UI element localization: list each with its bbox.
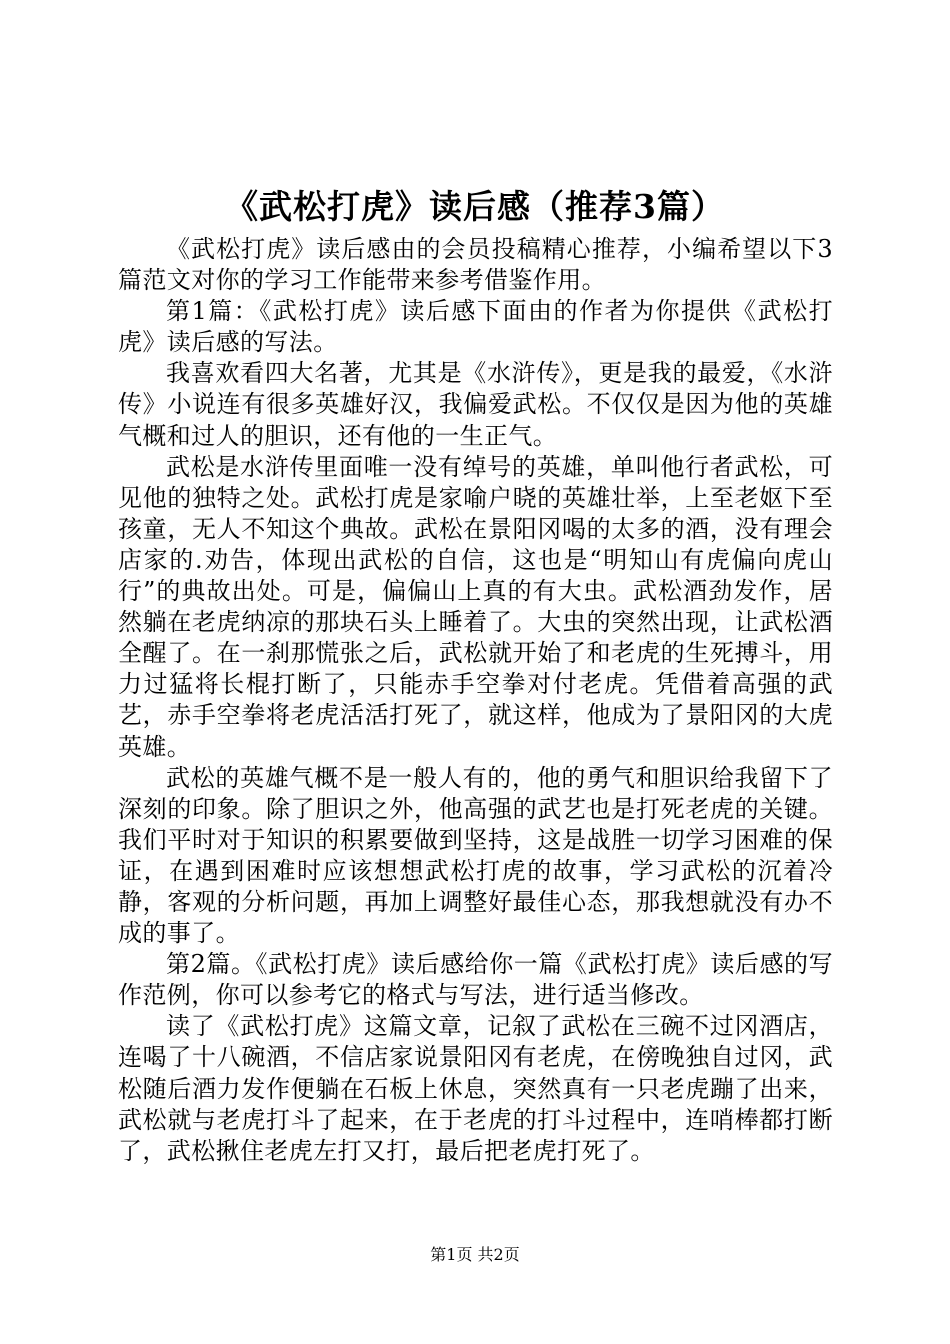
paragraph-intro: 《武松打虎》读后感由的会员投稿精心推荐，小编希望以下3篇范文对你的学习工作能带来参考借鉴作用。	[118, 235, 833, 295]
paragraph: 武松是水浒传里面唯一没有绰号的英雄，单叫他行者武松，可见他的独特之处。武松打虎是家喻户晓的英雄壮举，上至老妪下至孩童，无人不知这个典故。武松在景阳冈喝的太多的酒，没有理会店家的.劝告，体现出武松的自信，这也是“明知山有虎偏向虎山行”的典故出处。可是，偏偏山上真的有大虫。武松酒劲发作，居然躺在老虎纳凉的那块石头上睡着了。大虫的突然出现，让武松酒全醒了。在一刹那慌张之后，武松就开始了和老虎的生死搏斗，用力过猛将长棍打断了，只能赤手空拳对付老虎。凭借着高强的武艺，赤手空拳将老虎活活打死了，就这样，他成为了景阳冈的大虎英雄。	[118, 452, 833, 761]
paragraph-part1-heading: 第1篇：《武松打虎》读后感下面由的作者为你提供《武松打虎》读后感的写法。	[118, 297, 833, 357]
page-number: 第1页 共2页	[430, 1245, 520, 1264]
paragraph: 读了《武松打虎》这篇文章，记叙了武松在三碗不过冈酒店，连喝了十八碗酒，不信店家说景阳冈有老虎，在傍晚独自过冈，武松随后酒力发作便躺在石板上休息，突然真有一只老虎蹦了出来，武松就与老虎打斗了起来，在于老虎的打斗过程中，连哨棒都打断了，武松揪住老虎左打又打，最后把老虎打死了。	[118, 1012, 833, 1165]
paragraph-part2-heading: 第2篇。《武松打虎》读后感给你一篇《武松打虎》读后感的写作范例，你可以参考它的格式与写法，进行适当修改。	[118, 950, 833, 1010]
paragraph: 武松的英雄气概不是一般人有的，他的勇气和胆识给我留下了深刻的印象。除了胆识之外，他高强的武艺也是打死老虎的关键。我们平时对于知识的积累要做到坚持，这是战胜一切学习困难的保证，在遇到困难时应该想想武松打虎的故事，学习武松的沉着冷静，客观的分析问题，再加上调整好最佳心态，那我想就没有办不成的事了。	[118, 763, 833, 948]
page-title: 《武松打虎》读后感（推荐3篇）	[225, 187, 725, 226]
paragraph: 我喜欢看四大名著，尤其是《水浒传》，更是我的最爱，《水浒传》小说连有很多英雄好汉，我偏爱武松。不仅仅是因为他的英雄气概和过人的胆识，还有他的一生正气。	[118, 359, 833, 450]
document-body	[118, 234, 833, 1167]
